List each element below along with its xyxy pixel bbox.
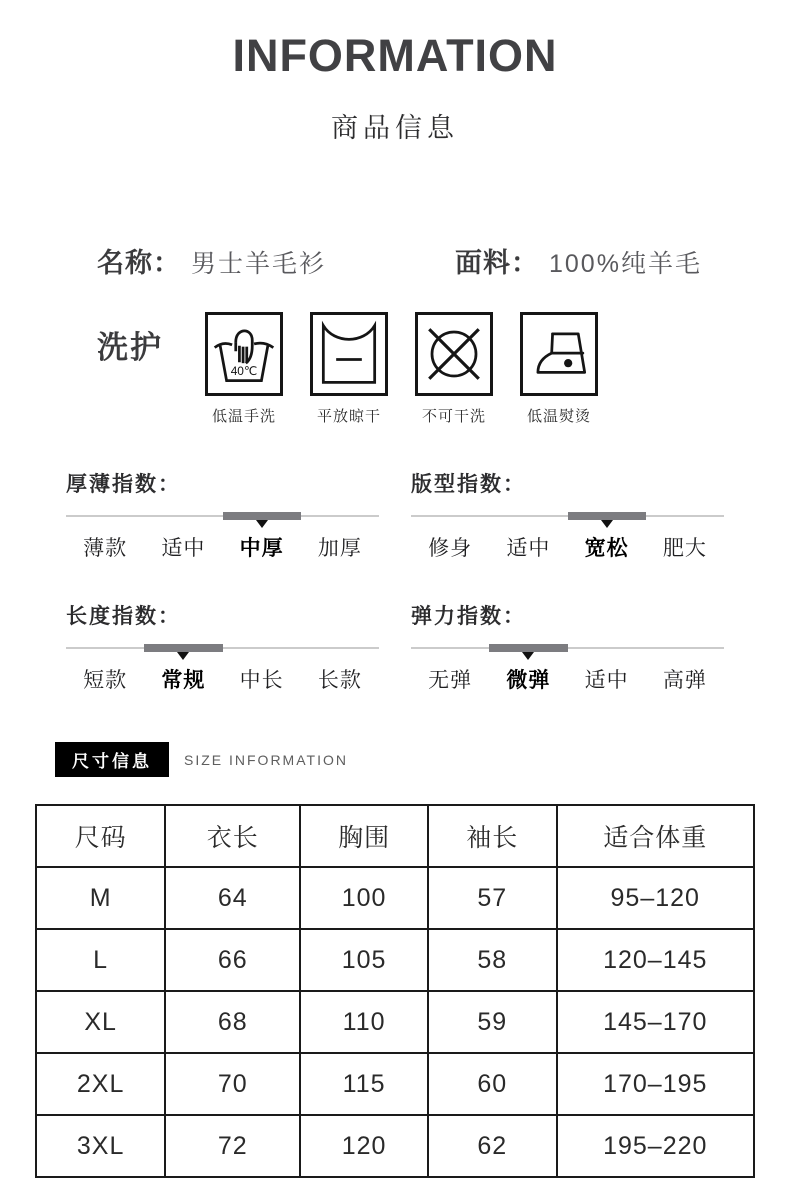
slider-segment (144, 644, 222, 652)
slider-pointer-icon (177, 652, 189, 660)
table-row (36, 1115, 754, 1177)
table-row (36, 867, 754, 929)
column-header-size: 尺码 (36, 805, 165, 867)
product-fabric-label: 面料： (455, 248, 539, 278)
index-options (411, 532, 724, 562)
cell-weight-range: 120–145 (557, 929, 754, 991)
svg-text:40℃: 40℃ (230, 364, 258, 379)
cell-sleeve-length: 62 (428, 1115, 557, 1177)
cell-sleeve-length: 59 (428, 991, 557, 1053)
hand-wash-40-icon (205, 312, 283, 396)
index-slider-track (66, 643, 379, 653)
cell-size: 3XL (36, 1115, 165, 1177)
care-caption: 低温手洗 (211, 408, 276, 425)
index-option: 长款 (317, 669, 362, 692)
column-header-sleeve-length: 袖长 (428, 805, 557, 867)
index-option: 修身 (428, 537, 473, 560)
cell-chest: 110 (300, 991, 428, 1053)
care-item-no-dry-clean (415, 312, 493, 426)
fit-index-block (411, 468, 724, 562)
product-name-value: 男士羊毛衫 (191, 250, 327, 278)
thickness-index-block (66, 468, 379, 562)
care-caption: 低温熨烫 (526, 408, 591, 425)
cell-garment-length: 64 (165, 867, 300, 929)
page-title: INFORMATION (232, 30, 558, 81)
care-caption: 平放晾干 (316, 408, 381, 425)
index-option: 短款 (83, 669, 128, 692)
cell-garment-length: 68 (165, 991, 300, 1053)
table-row (36, 929, 754, 991)
care-item-hand-wash (205, 312, 283, 426)
index-slider-track (411, 511, 724, 521)
cell-weight-range: 195–220 (557, 1115, 754, 1177)
index-options (411, 664, 724, 694)
product-name-label: 名称： (97, 248, 181, 278)
index-option: 薄款 (83, 537, 128, 560)
cell-size: L (36, 929, 165, 991)
size-info-subtitle: SIZE INFORMATION (184, 751, 348, 768)
cell-chest: 115 (300, 1053, 428, 1115)
cell-sleeve-length: 57 (428, 867, 557, 929)
elasticity-index-block (411, 600, 724, 694)
cell-size: 2XL (36, 1053, 165, 1115)
slider-pointer-icon (601, 520, 613, 528)
index-title: 长度指数： (66, 605, 181, 628)
column-header-chest: 胸围 (300, 805, 428, 867)
slider-segment (489, 644, 567, 652)
cell-size: XL (36, 991, 165, 1053)
index-option: 适中 (584, 669, 629, 692)
care-item-iron-low (520, 312, 598, 426)
care-item-dry-flat (310, 312, 388, 426)
page-subtitle: 商品信息 (331, 113, 459, 143)
cell-size: M (36, 867, 165, 929)
care-caption: 不可干洗 (421, 408, 486, 425)
size-table (35, 804, 755, 1178)
slider-pointer-icon (256, 520, 268, 528)
index-title: 版型指数： (411, 473, 526, 496)
table-row (36, 991, 754, 1053)
slider-line (66, 647, 379, 649)
index-option: 宽松 (584, 537, 629, 560)
index-options (66, 664, 379, 694)
slider-segment (568, 512, 646, 520)
cell-garment-length: 72 (165, 1115, 300, 1177)
cell-weight-range: 170–195 (557, 1053, 754, 1115)
index-option: 高弹 (662, 669, 707, 692)
slider-line (411, 647, 724, 649)
product-name-pair (97, 241, 455, 280)
index-option: 适中 (506, 537, 551, 560)
cell-sleeve-length: 58 (428, 929, 557, 991)
slider-pointer-icon (522, 652, 534, 660)
care-section-label: 洗护 (97, 330, 163, 365)
slider-segment (223, 512, 301, 520)
product-attributes-row (0, 241, 790, 280)
index-option: 无弹 (428, 669, 473, 692)
length-index-block (66, 600, 379, 694)
cell-garment-length: 66 (165, 929, 300, 991)
care-icons-group (205, 312, 598, 426)
index-option: 肥大 (662, 537, 707, 560)
iron-low-temp-icon (520, 312, 598, 396)
cell-chest: 120 (300, 1115, 428, 1177)
column-header-garment-length: 衣长 (165, 805, 300, 867)
cell-chest: 100 (300, 867, 428, 929)
index-slider-track (66, 511, 379, 521)
column-header-weight-range: 适合体重 (557, 805, 754, 867)
dry-flat-icon (310, 312, 388, 396)
cell-sleeve-length: 60 (428, 1053, 557, 1115)
index-option: 常规 (161, 669, 206, 692)
table-row (36, 1053, 754, 1115)
product-fabric-pair (455, 241, 702, 280)
index-options (66, 532, 379, 562)
index-option: 适中 (161, 537, 206, 560)
cell-weight-range: 95–120 (557, 867, 754, 929)
index-title: 厚薄指数： (66, 473, 181, 496)
index-sliders-grid (0, 468, 790, 694)
size-table-header-row (36, 805, 754, 867)
cell-weight-range: 145–170 (557, 991, 754, 1053)
index-slider-track (411, 643, 724, 653)
cell-chest: 105 (300, 929, 428, 991)
index-option: 加厚 (317, 537, 362, 560)
index-title: 弹力指数： (411, 605, 526, 628)
care-section (0, 312, 790, 426)
index-option: 中长 (239, 669, 284, 692)
index-option: 中厚 (239, 537, 284, 560)
cell-garment-length: 70 (165, 1053, 300, 1115)
size-info-heading (0, 742, 790, 777)
product-fabric-value: 100%纯羊毛 (549, 250, 702, 278)
index-option: 微弹 (506, 669, 551, 692)
no-dry-clean-icon (415, 312, 493, 396)
size-info-badge: 尺寸信息 (55, 742, 169, 777)
